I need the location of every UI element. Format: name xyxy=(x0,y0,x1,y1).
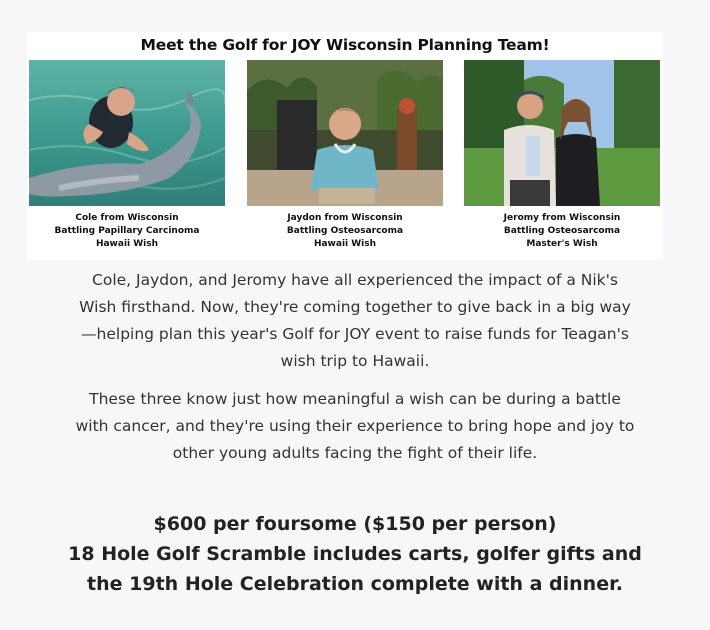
caption-jeromy xyxy=(464,212,660,251)
paragraph-line: Cole, Jaydon, and Jeromy have all experienced the impact of a Nik's xyxy=(92,271,618,289)
member-wish: Hawaii Wish xyxy=(313,239,377,249)
caption-cole xyxy=(29,212,225,251)
price-line: $600 per foursome ($150 per person) xyxy=(153,513,557,535)
member-diagnosis: Battling Papillary Carcinoma xyxy=(54,226,200,236)
celebration-line: the 19th Hole Celebration complete with a dinner. xyxy=(87,573,623,595)
photo-cole xyxy=(29,60,225,206)
paragraph-line: —helping plan this year's Golf for JOY event to raise funds for Teagan's xyxy=(81,325,629,343)
paragraph-line: other young adults facing the fight of their life. xyxy=(172,444,538,462)
cancer-paragraph xyxy=(30,386,680,467)
scramble-line: 18 Hole Golf Scramble includes carts, golfer gifts and xyxy=(68,543,642,565)
team-card xyxy=(27,32,663,260)
paragraph-line: Wish firsthand. Now, they're coming together to give back in a big way xyxy=(79,298,631,316)
member-wish: Hawaii Wish xyxy=(95,239,159,249)
member-name: Jeromy from Wisconsin xyxy=(503,213,621,223)
member-diagnosis: Battling Osteosarcoma xyxy=(286,226,404,236)
paragraph-line: wish trip to Hawaii. xyxy=(280,352,430,370)
paragraph-line: These three know just how meaningful a wish can be during a battle xyxy=(89,390,621,408)
member-diagnosis: Battling Osteosarcoma xyxy=(503,226,621,236)
member-name: Jaydon from Wisconsin xyxy=(287,213,403,223)
member-name: Cole from Wisconsin xyxy=(75,213,179,223)
paragraph-line: with cancer, and they're using their experience to bring hope and joy to xyxy=(75,417,635,435)
intro-paragraph xyxy=(30,267,680,375)
pricing-block xyxy=(20,509,690,599)
photo-jeromy xyxy=(464,60,660,206)
member-wish: Master's Wish xyxy=(526,239,598,249)
caption-jaydon xyxy=(247,212,443,251)
card-title: Meet the Golf for JOY Wisconsin Planning Team! xyxy=(140,36,550,54)
photo-jaydon xyxy=(247,60,443,206)
